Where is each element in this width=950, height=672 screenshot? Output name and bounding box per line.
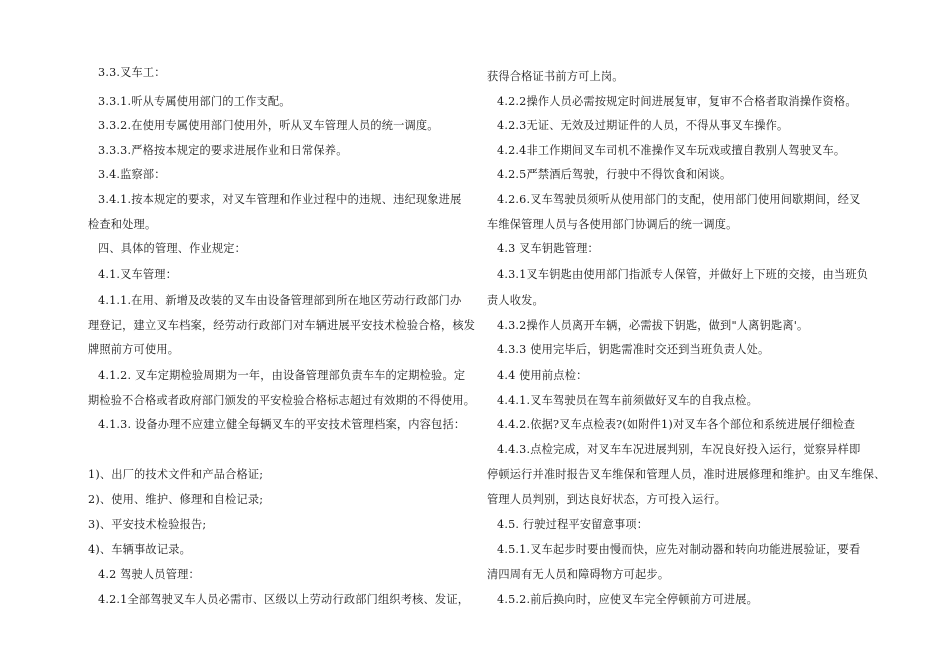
paragraph-line: 4.1.3. 设备办理不应建立健全每辆叉车的平安技术管理档案，内容包括： <box>98 418 466 431</box>
section-4-2-heading: 4.2 驾驶人员管理： <box>98 568 200 581</box>
paragraph-line: 4.4.2.依据?叉车点检表?(如附件1)对叉车各个部位和系统进展仔细检查 <box>497 418 856 431</box>
paragraph-line: 检查和处理。 <box>88 218 157 231</box>
paragraph-line: 4.3.3 使用完毕后，钥匙需准时交还到当班负责人处。 <box>497 343 770 356</box>
paragraph-line: 清四周有无人员和障碍物方可起步。 <box>487 568 670 581</box>
paragraph-line: 理登记，建立叉车档案，经劳动行政部门对车辆进展平安技术检验合格，核发 <box>88 319 476 332</box>
paragraph-line: 4.1.2. 叉车定期检验周期为一年，由设备管理部负责车车的定期检验。定 <box>98 369 466 382</box>
paragraph-line: 4.4.3.点检完成，对叉车车况进展判别，车况良好投入运行，觉察异样即 <box>497 443 861 456</box>
paragraph-line: 4.4.1.叉车驾驶员在驾车前须做好叉车的自我点检。 <box>497 394 758 407</box>
paragraph-line: 4.3.2操作人员离开车辆，必需拔下钥匙，做到"人离钥匙离'。 <box>497 319 809 332</box>
list-item: 4)、车辆事故记录。 <box>88 543 191 556</box>
paragraph-line: 4.2.1全部驾驶叉车人员必需市、区级以上劳动行政部门组织考核、发证， <box>98 593 470 606</box>
paragraph-line: 停顿运行并准时报告叉车维保和管理人员，准时进展修理和维护。由叉车维保、 <box>487 468 886 481</box>
section-3-4-heading: 3.4.监察部： <box>98 168 166 181</box>
paragraph-line: 3.3.2.在使用专属使用部门使用外，听从叉车管理人员的统一调度。 <box>98 119 439 132</box>
section-4-1-heading: 4.1.叉车管理： <box>98 268 178 281</box>
paragraph-line: 期检验不合格或者政府部门颁发的平安检验合格标志超过有效期的不得使用。 <box>88 394 476 407</box>
paragraph-line: 4.3.1叉车钥匙由使用部门指派专人保管，并做好上下班的交接，由当班负 <box>497 268 869 281</box>
paragraph-line: 管理人员判别，到达良好状态，方可投入运行。 <box>487 493 727 506</box>
paragraph-line: 4.5.2.前后换向时，应使叉车完全停顿前方可进展。 <box>497 593 758 606</box>
paragraph-line: 4.2.4非工作期间叉车司机不准操作叉车玩戏或擅自教别人驾驶叉车。 <box>497 144 846 157</box>
paragraph-line: 4.2.5严禁酒后驾驶，行驶中不得饮食和闲谈。 <box>497 168 732 181</box>
paragraph-line: 4.1.1.在用、新增及改装的叉车由设备管理部到所在地区劳动行政部门办 <box>98 294 462 307</box>
section-4-3-heading: 4.3 叉车钥匙管理： <box>497 242 599 255</box>
section-4-4-heading: 4.4 使用前点检： <box>497 369 588 382</box>
list-item: 2)、使用、维护、修理和自检记录; <box>88 493 264 506</box>
list-item: 3)、平安技术检验报告; <box>88 518 207 531</box>
paragraph-line: 4.2.6.叉车驾驶员须听从使用部门的支配，使用部门使用间歇期间，经叉 <box>497 193 861 206</box>
paragraph-line: 3.4.1.按本规定的要求，对叉车管理和作业过程中的违规、违纪现象进展 <box>98 193 462 206</box>
paragraph-line: 获得合格证书前方可上岗。 <box>487 70 624 83</box>
section-3-3-heading: 3.3.叉车工： <box>98 66 166 79</box>
paragraph-line: 车维保管理人员与各使用部门协调后的统一调度。 <box>487 218 738 231</box>
paragraph-line: 责人收发。 <box>487 294 544 307</box>
paragraph-line: 3.3.1.听从专属使用部门的工作支配。 <box>98 95 291 108</box>
paragraph-line: 3.3.3.严格按本规定的要求进展作业和日常保养。 <box>98 144 348 157</box>
section-4-heading: 四、具体的管理、作业规定： <box>98 242 247 255</box>
paragraph-line: 4.2.2操作人员必需按规定时间进展复审，复审不合格者取消操作资格。 <box>497 95 857 108</box>
paragraph-line: 4.5.1.叉车起步时要由慢而快，应先对制动器和转向功能进展验证，要看 <box>497 543 861 556</box>
paragraph-line: 牌照前方可使用。 <box>88 343 180 356</box>
paragraph-line: 4.2.3无证、无效及过期证件的人员，不得从事叉车操作。 <box>497 119 789 132</box>
section-4-5-heading: 4.5. 行驶过程平安留意事项： <box>497 518 649 531</box>
list-item: 1)、出厂的技术文件和产品合格证; <box>88 468 264 481</box>
